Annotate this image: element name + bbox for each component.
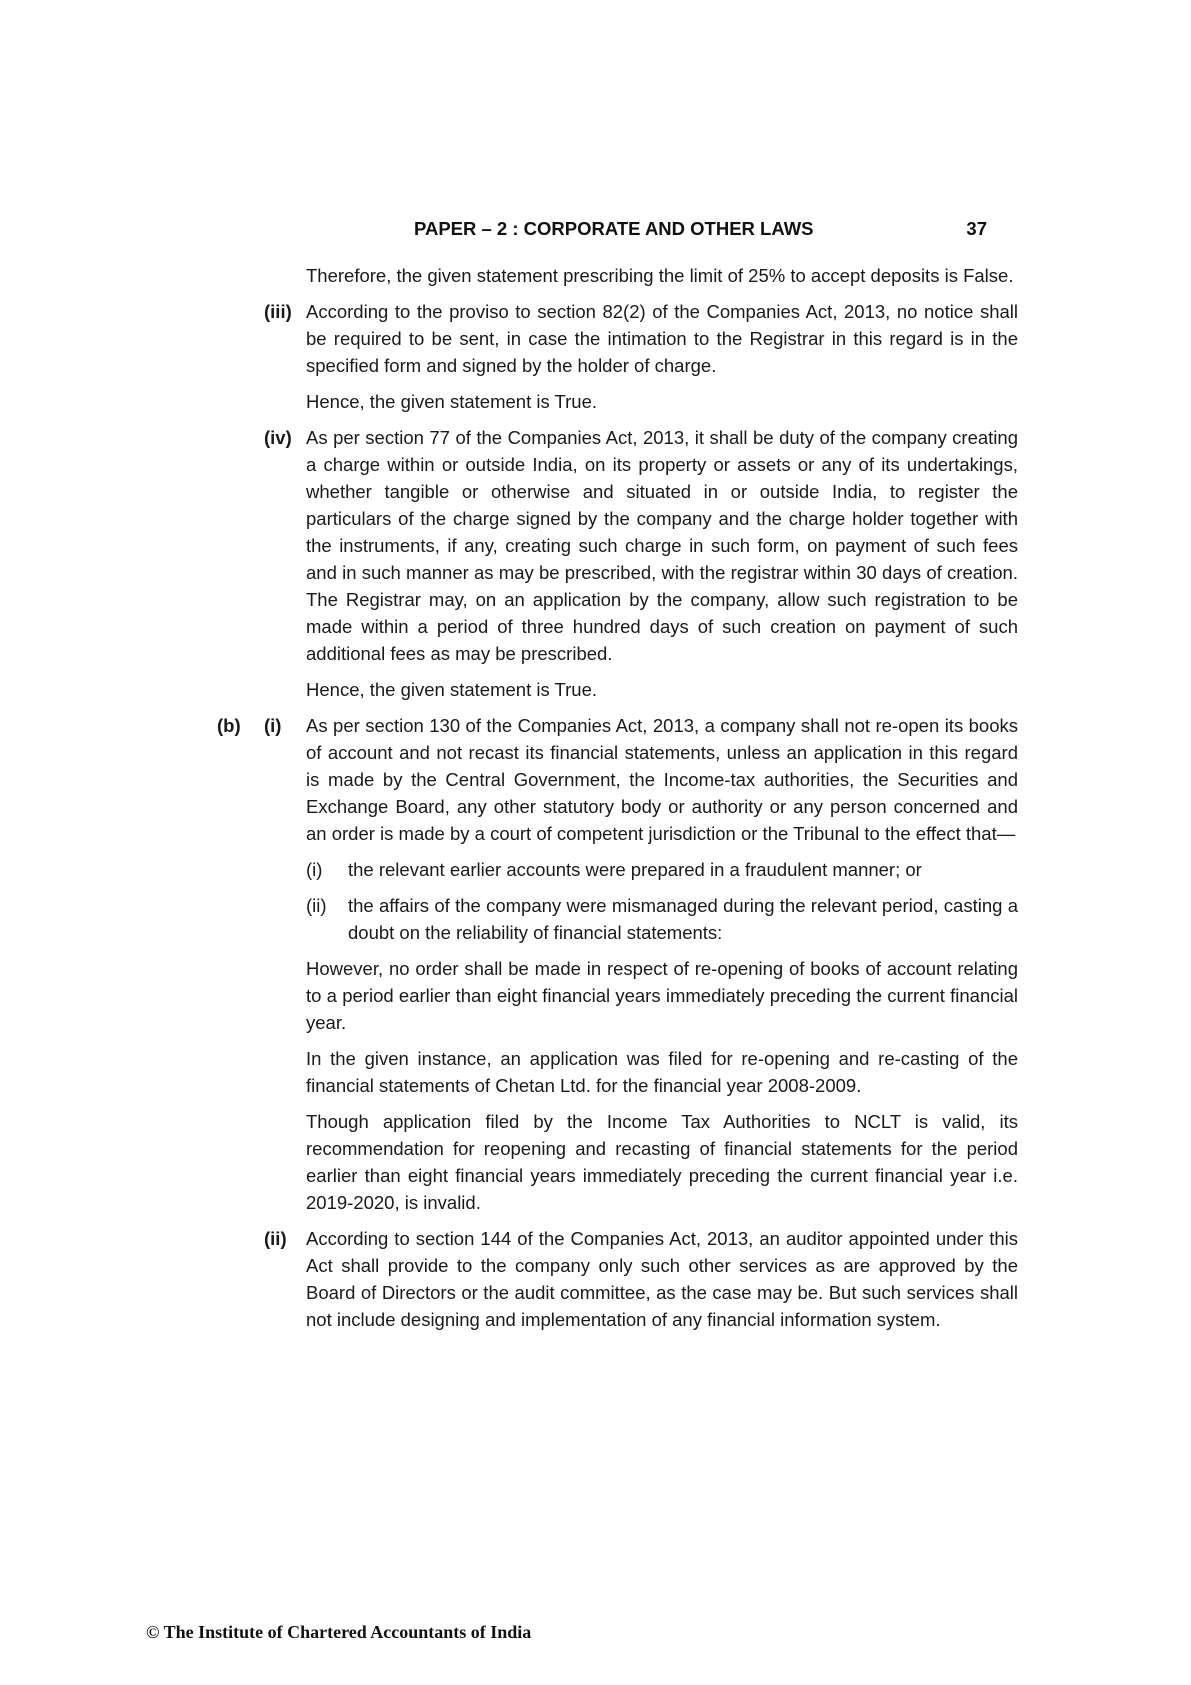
item-b-ii-text: According to section 144 of the Companies Act, 2013, an auditor appointed under this Act shall provide to the company only such other services as are approved by the Board of Directors or the audit committee, as the case may be. But such services shall not include designing and implementation of any financial information system. [306, 1228, 1018, 1330]
page-header [0, 218, 1191, 242]
item-iv-marker: (iv) [264, 427, 292, 448]
page-title: PAPER – 2 : CORPORATE AND OTHER LAWS [414, 218, 814, 239]
condition-ii-text: the affairs of the company were mismanaged during the relevant period, casting a doubt on the reliability of financial statements: [348, 895, 1018, 943]
item-iii-marker: (iii) [264, 301, 292, 322]
instance-paragraph: In the given instance, an application was filed for re-opening and re-casting of the financial statements of Chetan Ltd. for the financial year 2008-2009. [306, 1048, 1018, 1096]
item-b-i-marker: (i) [264, 715, 282, 736]
condition-ii [217, 892, 1018, 946]
condition-ii-marker: (ii) [306, 895, 327, 916]
item-b-ii-marker: (ii) [264, 1228, 287, 1249]
condition-i [217, 856, 1018, 883]
condition-i-text: the relevant earlier accounts were prepared in a fraudulent manner; or [348, 859, 922, 880]
part-b-marker: (b) [217, 715, 241, 736]
item-b-i-text: As per section 130 of the Companies Act, 2013, a company shall not re-open its books of account and not recast its financial statements, unless an application in this regard is made by the Central Government, the Income-tax authorities, the Securities and Exchange Board, any other statutory body or authority or any person concerned and an order is made by a court of competent jurisdiction or the Tribunal to the effect that— [306, 715, 1018, 844]
condition-i-marker: (i) [306, 859, 323, 880]
item-iv-text: As per section 77 of the Companies Act, 2013, it shall be duty of the company creating a charge within or outside India, on its property or assets or any of its undertakings, whether tangible or otherwise and situated in or outside India, to register the particulars of the charge signed by the company and the charge holder together with the instruments, if any, creating such charge in such form, on payment of such fees and in such manner as may be prescribed, with the registrar within 30 days of creation. The Registrar may, on an application by the company, allow such registration to be made within a period of three hundred days of such creation on payment of such additional fees as may be prescribed. [306, 427, 1018, 664]
item-b-i [217, 712, 1018, 847]
item-b-i-conclusion: Though application filed by the Income Tax Authorities to NCLT is valid, its recommendation for reopening and recasting of financial statements for the period earlier than eight financial years immediately preceding the current financial year i.e. 2019-2020, is invalid. [306, 1111, 1018, 1213]
item-iii [217, 298, 1018, 379]
item-iii-text: According to the proviso to section 82(2) of the Companies Act, 2013, no notice shall be required to be sent, in case the intimation to the Registrar in this regard is in the specified form and signed by the holder of charge. [306, 301, 1018, 376]
copyright-footer: © The Institute of Chartered Accountants of India [146, 1622, 532, 1642]
item-iv [217, 424, 1018, 667]
item-iii-conclusion: Hence, the given statement is True. [306, 391, 598, 412]
item-iv-conclusion: Hence, the given statement is True. [306, 679, 598, 700]
page-number: 37 [966, 218, 987, 239]
however-paragraph: However, no order shall be made in respect of re-opening of books of account relating to a period earlier than eight financial years immediately preceding the current financial year. [306, 958, 1018, 1033]
intro-paragraph: Therefore, the given statement prescribing the limit of 25% to accept deposits is False. [306, 265, 1014, 286]
answer-body [217, 262, 1018, 1333]
item-b-ii [217, 1225, 1018, 1333]
